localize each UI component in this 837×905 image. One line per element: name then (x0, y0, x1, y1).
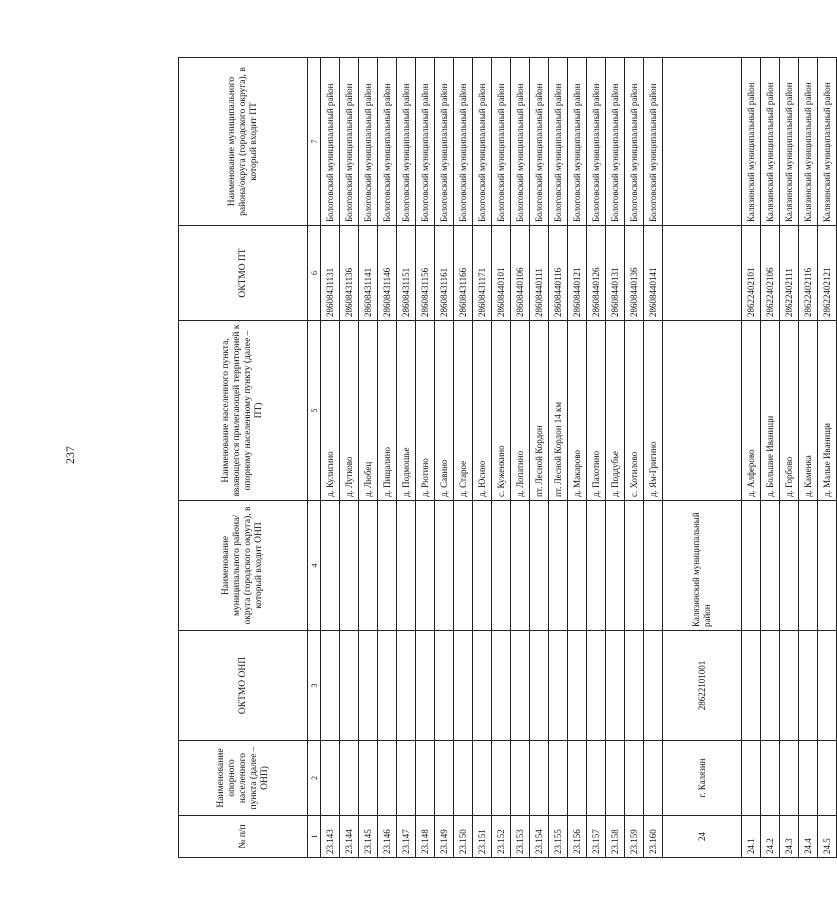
cell-onp-oktmo (606, 631, 625, 741)
cell-onp-district (492, 501, 511, 631)
cell-pt-oktmo: 28622402111 (780, 226, 799, 321)
table-row (818, 58, 837, 858)
cell-pt-oktmo: 28622402106 (761, 226, 780, 321)
cell-pt-oktmo: 28608431136 (340, 226, 359, 321)
cell-onp-district (397, 501, 416, 631)
table-row (454, 58, 473, 858)
cell-onp-oktmo (435, 631, 454, 741)
cell-onp-oktmo (568, 631, 587, 741)
table-row (321, 58, 340, 858)
cell-pt-name: д. Кулигино (321, 321, 340, 501)
cell-pt-district: Бологовский муниципальный район (568, 58, 587, 226)
cell-onp-district: Калязинский муниципальный район (663, 501, 742, 631)
table-row (742, 58, 761, 858)
cell-number: 23.150 (454, 816, 473, 858)
cell-onp-oktmo (587, 631, 606, 741)
cell-onp-name: г. Калязин (663, 741, 742, 816)
cell-pt-name: д. Подмошье (397, 321, 416, 501)
cell-onp-oktmo (549, 631, 568, 741)
cell-number: 23.151 (473, 816, 492, 858)
page-number: 237 (63, 446, 77, 464)
cell-pt-district: Калязинский муниципальный район (742, 58, 761, 226)
cell-onp-oktmo (473, 631, 492, 741)
cell-onp-oktmo (780, 631, 799, 741)
cell-onp-name (378, 741, 397, 816)
cell-pt-name: д. Лопатино (511, 321, 530, 501)
cell-pt-oktmo: 28608431156 (416, 226, 435, 321)
table-row (530, 58, 549, 858)
cell-pt-district: Бологовский муниципальный район (416, 58, 435, 226)
cell-onp-oktmo (818, 631, 837, 741)
cell-onp-district (511, 501, 530, 631)
cell-onp-name (780, 741, 799, 816)
cell-onp-oktmo (761, 631, 780, 741)
cell-pt-oktmo: 28608431171 (473, 226, 492, 321)
cell-pt-name: с. Куженкино (492, 321, 511, 501)
cell-onp-district (568, 501, 587, 631)
cell-onp-name (359, 741, 378, 816)
cell-onp-name (742, 741, 761, 816)
cell-pt-oktmo: 28622402116 (799, 226, 818, 321)
cell-pt-name: д. Каменка (799, 321, 818, 501)
cell-pt-district (663, 58, 742, 226)
cell-onp-name (568, 741, 587, 816)
cell-pt-district: Бологовский муниципальный район (625, 58, 644, 226)
cell-onp-name (340, 741, 359, 816)
cell-pt-oktmo: 28608440116 (549, 226, 568, 321)
cell-pt-district: Бологовский муниципальный район (511, 58, 530, 226)
table-row (606, 58, 625, 858)
cell-number: 23.149 (435, 816, 454, 858)
cell-pt-district: Бологовский муниципальный район (435, 58, 454, 226)
column-number: 2 (308, 741, 321, 816)
cell-pt-name: д. Алферово (742, 321, 761, 501)
cell-pt-name: д. Любец (359, 321, 378, 501)
header-cell-pt-name: Наименование населенного пункта, являющегося прилегающей территорией к опорному населенному пункту (далее – ПТ) (179, 321, 308, 501)
cell-onp-district (742, 501, 761, 631)
table-row (416, 58, 435, 858)
cell-number: 23.147 (397, 816, 416, 858)
table-row (780, 58, 799, 858)
cell-pt-district: Бологовский муниципальный район (454, 58, 473, 226)
table-row (435, 58, 454, 858)
table-row (663, 58, 742, 858)
cell-onp-district (435, 501, 454, 631)
cell-pt-district: Бологовский муниципальный район (321, 58, 340, 226)
cell-pt-name: пт. Лесной Кордон (530, 321, 549, 501)
header-cell-onp-name: Наименование опорного населенного пункта (далее – ОНП) (179, 741, 308, 816)
cell-pt-oktmo: 28608440101 (492, 226, 511, 321)
header-cell-pt-oktmo: ОКТМО ПТ (179, 226, 308, 321)
cell-onp-name (625, 741, 644, 816)
header-cell-onp-oktmo: ОКТМО ОНП (179, 631, 308, 741)
cell-onp-oktmo (359, 631, 378, 741)
table-row (644, 58, 663, 858)
table-row (492, 58, 511, 858)
cell-number: 23.144 (340, 816, 359, 858)
cell-onp-name (761, 741, 780, 816)
cell-pt-district: Бологовский муниципальный район (549, 58, 568, 226)
cell-onp-oktmo (454, 631, 473, 741)
cell-pt-oktmo: 28608440121 (568, 226, 587, 321)
cell-number: 23.160 (644, 816, 663, 858)
cell-pt-name: д. Ям-Григино (644, 321, 663, 501)
cell-onp-district (359, 501, 378, 631)
cell-onp-district (587, 501, 606, 631)
cell-pt-district: Калязинский муниципальный район (818, 58, 837, 226)
cell-pt-oktmo: 28608431146 (378, 226, 397, 321)
cell-onp-oktmo (340, 631, 359, 741)
cell-pt-name: д. Рютино (416, 321, 435, 501)
cell-pt-oktmo: 28622402121 (818, 226, 837, 321)
cell-pt-district: Калязинский муниципальный район (799, 58, 818, 226)
cell-onp-oktmo (625, 631, 644, 741)
cell-onp-district (378, 501, 397, 631)
table-row (587, 58, 606, 858)
column-number: 4 (308, 501, 321, 631)
cell-number: 23.145 (359, 816, 378, 858)
cell-onp-district (340, 501, 359, 631)
cell-pt-name: д. Лутково (340, 321, 359, 501)
cell-pt-oktmo: 28608440136 (625, 226, 644, 321)
cell-number: 23.158 (606, 816, 625, 858)
cell-pt-district: Бологовский муниципальный район (587, 58, 606, 226)
cell-onp-district (416, 501, 435, 631)
table-row (397, 58, 416, 858)
cell-pt-district: Бологовский муниципальный район (530, 58, 549, 226)
rotated-table-container (178, 58, 832, 858)
cell-pt-oktmo (663, 226, 742, 321)
cell-pt-name: д. Большие Иванищи (761, 321, 780, 501)
header-cell-pt-district: Наименование муниципального района/округа (городского округа), в который входит ПТ (179, 58, 308, 226)
cell-onp-district (606, 501, 625, 631)
cell-onp-oktmo (530, 631, 549, 741)
table-row (473, 58, 492, 858)
cell-number: 23.148 (416, 816, 435, 858)
cell-pt-oktmo: 28608431131 (321, 226, 340, 321)
table-row (340, 58, 359, 858)
cell-onp-district (780, 501, 799, 631)
cell-number: 24.2 (761, 816, 780, 858)
cell-pt-oktmo: 28608431166 (454, 226, 473, 321)
column-number: 3 (308, 631, 321, 741)
cell-number: 23.159 (625, 816, 644, 858)
cell-pt-oktmo: 28608440111 (530, 226, 549, 321)
cell-pt-name: д. Поддубье (606, 321, 625, 501)
table-row (549, 58, 568, 858)
cell-pt-name: д. Горбово (780, 321, 799, 501)
cell-onp-district (818, 501, 837, 631)
cell-onp-name (492, 741, 511, 816)
cell-onp-district (761, 501, 780, 631)
cell-onp-name (799, 741, 818, 816)
cell-pt-district: Бологовский муниципальный район (340, 58, 359, 226)
cell-onp-oktmo (321, 631, 340, 741)
cell-number: 23.152 (492, 816, 511, 858)
column-number-row (308, 58, 321, 858)
cell-pt-oktmo: 28608440141 (644, 226, 663, 321)
column-number: 6 (308, 226, 321, 321)
cell-pt-district: Калязинский муниципальный район (780, 58, 799, 226)
cell-onp-district (530, 501, 549, 631)
cell-onp-name (587, 741, 606, 816)
cell-onp-name (606, 741, 625, 816)
cell-onp-oktmo (378, 631, 397, 741)
cell-onp-name (473, 741, 492, 816)
cell-pt-district: Бологовский муниципальный район (606, 58, 625, 226)
cell-number: 24.4 (799, 816, 818, 858)
cell-pt-district: Бологовский муниципальный район (359, 58, 378, 226)
cell-onp-name (321, 741, 340, 816)
cell-pt-district: Бологовский муниципальный район (492, 58, 511, 226)
cell-onp-district (625, 501, 644, 631)
cell-pt-name: пт. Лесной Кордон 14 км (549, 321, 568, 501)
cell-onp-oktmo (416, 631, 435, 741)
settlements-table (178, 57, 837, 858)
cell-onp-name (530, 741, 549, 816)
cell-pt-name: д. Юсино (473, 321, 492, 501)
table-row (625, 58, 644, 858)
cell-onp-name (818, 741, 837, 816)
cell-number: 23.146 (378, 816, 397, 858)
cell-number: 24.3 (780, 816, 799, 858)
table-body (321, 58, 837, 858)
cell-onp-oktmo: 28622101001 (663, 631, 742, 741)
cell-onp-name (511, 741, 530, 816)
cell-onp-district (799, 501, 818, 631)
cell-pt-district: Бологовский муниципальный район (473, 58, 492, 226)
cell-pt-oktmo: 28608431141 (359, 226, 378, 321)
cell-pt-name: с. Хотилово (625, 321, 644, 501)
table-row (568, 58, 587, 858)
cell-number: 23.156 (568, 816, 587, 858)
cell-onp-district (321, 501, 340, 631)
cell-number: 23.157 (587, 816, 606, 858)
cell-number: 24.1 (742, 816, 761, 858)
cell-onp-oktmo (742, 631, 761, 741)
cell-onp-name (435, 741, 454, 816)
cell-number: 23.143 (321, 816, 340, 858)
cell-pt-oktmo: 28608431161 (435, 226, 454, 321)
cell-onp-oktmo (397, 631, 416, 741)
table-row (378, 58, 397, 858)
cell-pt-name: д. Малые Иванищи (818, 321, 837, 501)
cell-pt-district: Калязинский муниципальный район (761, 58, 780, 226)
header-cell-onp-district: Наименование муниципального района/округа (городского округа), в который входит ОНП (179, 501, 308, 631)
cell-pt-oktmo: 28608440106 (511, 226, 530, 321)
cell-onp-name (416, 741, 435, 816)
cell-onp-district (473, 501, 492, 631)
cell-onp-name (454, 741, 473, 816)
cell-pt-oktmo: 28608440131 (606, 226, 625, 321)
cell-pt-oktmo: 28622402101 (742, 226, 761, 321)
cell-pt-district: Бологовский муниципальный район (378, 58, 397, 226)
column-number: 7 (308, 58, 321, 226)
cell-pt-district: Бологовский муниципальный район (644, 58, 663, 226)
cell-pt-name: д. Макарово (568, 321, 587, 501)
table-row (761, 58, 780, 858)
cell-onp-name (397, 741, 416, 816)
column-number: 1 (308, 816, 321, 858)
cell-number: 24.5 (818, 816, 837, 858)
cell-onp-oktmo (492, 631, 511, 741)
cell-onp-oktmo (644, 631, 663, 741)
cell-pt-district: Бологовский муниципальный район (397, 58, 416, 226)
cell-pt-name: д. Савино (435, 321, 454, 501)
cell-onp-name (644, 741, 663, 816)
cell-number: 23.154 (530, 816, 549, 858)
cell-pt-name: д. Пахотино (587, 321, 606, 501)
header-cell-number: № п/п (179, 816, 308, 858)
header-row (179, 58, 308, 858)
column-number: 5 (308, 321, 321, 501)
table-row (511, 58, 530, 858)
cell-onp-oktmo (799, 631, 818, 741)
cell-number: 23.153 (511, 816, 530, 858)
table-row (799, 58, 818, 858)
cell-pt-name: д. Старое (454, 321, 473, 501)
cell-onp-district (549, 501, 568, 631)
cell-onp-district (454, 501, 473, 631)
table-row (359, 58, 378, 858)
cell-onp-oktmo (511, 631, 530, 741)
cell-onp-name (549, 741, 568, 816)
cell-pt-oktmo: 28608431151 (397, 226, 416, 321)
cell-number: 24 (663, 816, 742, 858)
cell-number: 23.155 (549, 816, 568, 858)
cell-onp-district (644, 501, 663, 631)
cell-pt-oktmo: 28608440126 (587, 226, 606, 321)
cell-pt-name: д. Пищалино (378, 321, 397, 501)
cell-pt-name (663, 321, 742, 501)
